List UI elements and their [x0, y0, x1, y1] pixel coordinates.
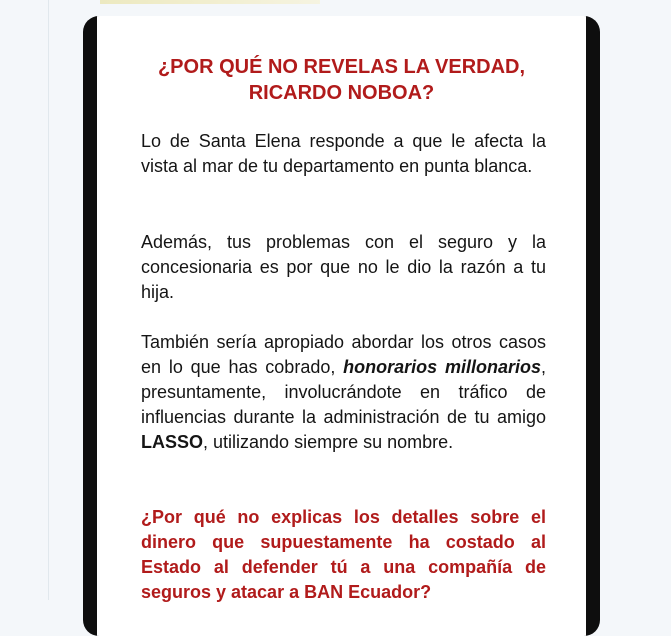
paragraph-honorarios-part2: , presuntamente, involucrándote en tráfico de influencias durante la administración de tu amigo	[141, 357, 547, 427]
paragraph-honorarios	[141, 330, 546, 455]
cropped-media-strip	[100, 0, 320, 4]
paragraph-santa-elena: Lo de Santa Elena responde a que le afecta la vista al mar de tu departamento en punta blanca.	[141, 131, 546, 176]
honorarios-emphasis: honorarios millonarios	[343, 357, 541, 377]
headline	[97, 54, 586, 106]
timeline-left-rail	[0, 0, 49, 600]
paragraph-honorarios-part1: También sería apropiado abordar los otros casos en lo que has cobrado,	[141, 332, 546, 377]
post-media-frame[interactable]	[83, 16, 600, 636]
lasso-name: LASSO	[141, 432, 204, 452]
headline-line-2: RICARDO NOBOA?	[248, 82, 435, 104]
paragraph-honorarios-part3: , utilizando siempre su nombre.	[203, 432, 454, 452]
headline-line-1: ¿POR QUÉ NO REVELAS LA VERDAD,	[157, 56, 526, 78]
statement-card	[97, 16, 586, 636]
paragraph-seguro: Además, tus problemas con el seguro y la concesionaria es por que no le dio la razón a tu hija.	[141, 232, 546, 302]
question-paragraph: ¿Por qué no explicas los detalles sobre el dinero que supuestamente ha costado al Estado al defender tú a una compañía de seguros y atacar a BAN Ecuador?	[141, 507, 546, 602]
